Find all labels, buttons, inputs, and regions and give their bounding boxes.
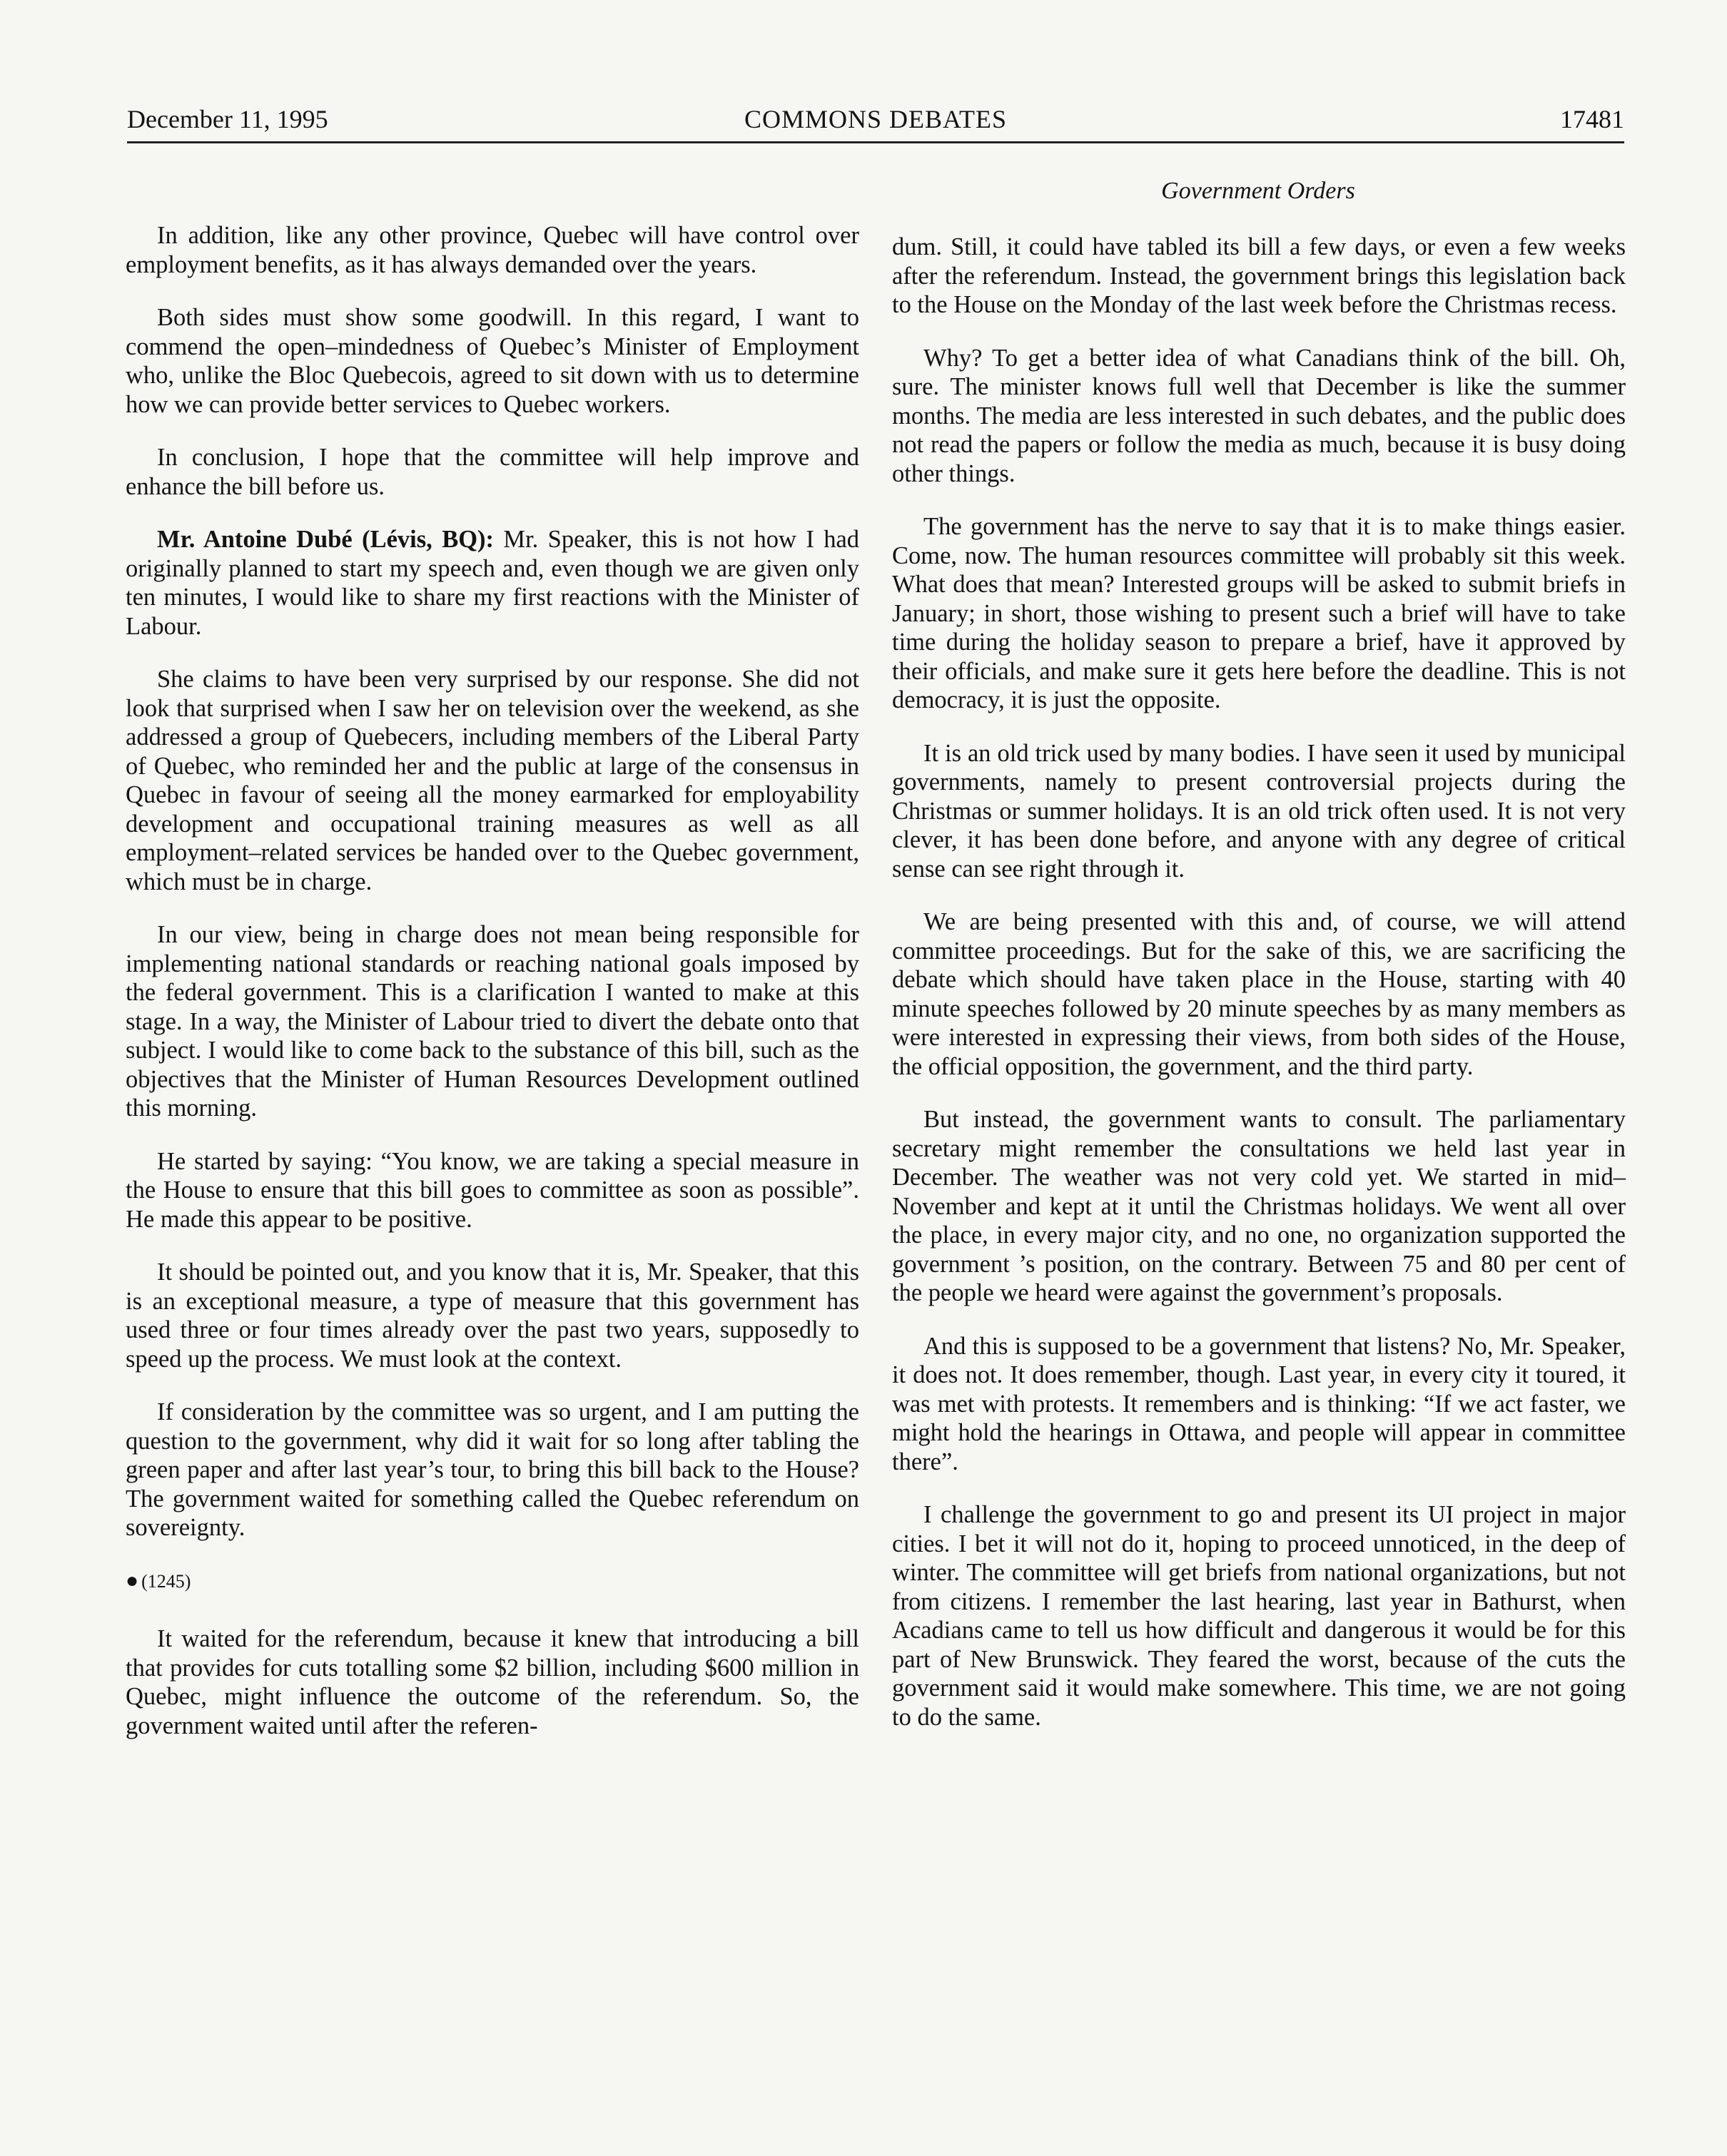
section-label: Government Orders (1161, 178, 1355, 204)
time-marker-text: (1245) (141, 1570, 191, 1592)
paragraph: And this is supposed to be a government that listens? No, Mr. Speaker, it does not. It does remember, though. Last year, in every city it toured, it was met with protests. It remembers and is thinking: “If we act faster, we might hold the hearings in Ottawa, and people will appear in committee there”. (892, 1332, 1626, 1475)
speaker-name: Mr. Antoine Dubé (Lévis, BQ): (157, 526, 495, 553)
paragraph: Why? To get a better idea of what Canadians think of the bill. Oh, sure. The minister knows full well that December is like the summer months. The media are less interested in such debates, and the public does not read the papers or follow the media as much, because it is busy doing other things. (892, 344, 1626, 487)
running-header (127, 100, 1624, 138)
time-marker (126, 1567, 859, 1597)
paragraph: Both sides must show some goodwill. In this regard, I want to commend the open–mindedness of Quebec’s Minister of Employment who, unlike the Bloc Quebecois, agreed to sit down with us to determine how we can provide better services to Quebec workers. (126, 304, 859, 418)
header-date: December 11, 1995 (127, 105, 328, 133)
page-number: 17481 (1560, 105, 1624, 133)
header-title: COMMONS DEBATES (744, 105, 1008, 133)
speech-paragraph (126, 525, 859, 641)
header-rule (127, 141, 1624, 143)
right-column (892, 233, 1626, 1756)
paragraph: I challenge the government to go and present its UI project in major cities. I bet it will not do it, hoping to proceed unnoticed, in the deep of winter. The committee will get briefs from national organizations, but not from citizens. I remember the last hearing, last year in Bathurst, when Acadians came to tell us how difficult and dangerous it would be for this part of New Brunswick. They feared the worst, because of the cuts the government said it would make somewhere. This time, we are not going to do the same. (892, 1501, 1626, 1731)
paragraph: It is an old trick used by many bodies. I have seen it used by municipal governments, namely to present controversial projects during the Christmas or summer holidays. It is an old trick often used. It is not very clever, it has been done before, and anyone with any degree of critical sense can see right through it. (892, 739, 1626, 883)
paragraph: In conclusion, I hope that the committee will help improve and enhance the bill before us. (126, 444, 859, 500)
paragraph: In our view, being in charge does not mean being responsible for implementing national standards or reaching national goals imposed by the federal government. This is a clarification I wanted to make at this stage. In a way, the Minister of Labour tried to divert the debate onto that subject. I would like to come back to the substance of this bill, such as the objectives that the Minister of Human Resources Development outlined this morning. (126, 921, 859, 1122)
speech-text: Mr. Speaker, this is not how I had originally planned to start my speech and, even though we are given only ten minutes, I would like to share my first reactions with the Minister of Labour. (126, 526, 860, 640)
paragraph: We are being presented with this and, of course, we will attend committee proceedings. But for the sake of this, we are sacrificing the debate which should have taken place in the House, starting with 40 minute speeches followed by 20 minute speeches by as many members as were interested in expressing their views, from both sides of the House, the official opposition, the government, and the third party. (892, 908, 1626, 1080)
paragraph: She claims to have been very surprised by our response. She did not look that surprised when I saw her on television over the weekend, as she addressed a group of Quebecers, including members of the Liberal Party of Quebec, who reminded her and the public at large of the consensus in Quebec in favour of seeing all the money earmarked for employability development and occupational training measures as well as all employment–related services be handed over to the Quebec government, which must be in charge. (126, 666, 859, 895)
paragraph: It waited for the referendum, because it knew that introducing a bill that provides for cuts totalling some $2 billion, including $600 million in Quebec, might influence the outcome of the referendum. So, the government waited until after the referen- (126, 1625, 859, 1739)
bullet-icon: ● (126, 1568, 139, 1592)
paragraph-continued: dum. Still, it could have tabled its bill a few days, or even a few weeks after the referendum. Instead, the government brings this legislation back to the House on the Monday of the last week before the Christmas recess. (892, 233, 1626, 318)
paragraph: He started by saying: “You know, we are taking a special measure in the House to ensure that this bill goes to committee as soon as possible”. He made this appear to be positive. (126, 1147, 859, 1233)
paragraph: But instead, the government wants to consult. The parliamentary secretary might remember the consultations we held last year in December. The weather was not very cold yet. We started in mid–November and kept at it until the Christmas holidays. We went all over the place, in every major city, and no one, no organization supported the government ’s position, on the contrary. Between 75 and 80 per cent of the people we heard were against the government’s proposals. (892, 1106, 1626, 1306)
paragraph: It should be pointed out, and you know that it is, Mr. Speaker, that this is an exceptional measure, a type of measure that this government has used three or four times already over the past two years, supposedly to speed up the process. We must look at the context. (126, 1258, 859, 1373)
left-column (126, 221, 859, 1764)
paragraph: In addition, like any other province, Quebec will have control over employment benefits, as it has always demanded over the years. (126, 222, 859, 278)
paragraph: The government has the nerve to say that it is to make things easier. Come, now. The human resources committee will probably sit this week. What does that mean? Interested groups will be asked to submit briefs in January; in short, those wishing to present such a brief will have to take time during the holiday season to prepare a brief, have it approved by their officials, and make sure it gets here before the deadline. This is not democracy, it is just the opposite. (892, 513, 1626, 713)
paragraph: If consideration by the committee was so urgent, and I am putting the question to the government, why did it wait for so long after tabling the green paper and after last year’s tour, to bring this bill back to the House? The government waited for something called the Quebec referendum on sovereignty. (126, 1398, 859, 1541)
